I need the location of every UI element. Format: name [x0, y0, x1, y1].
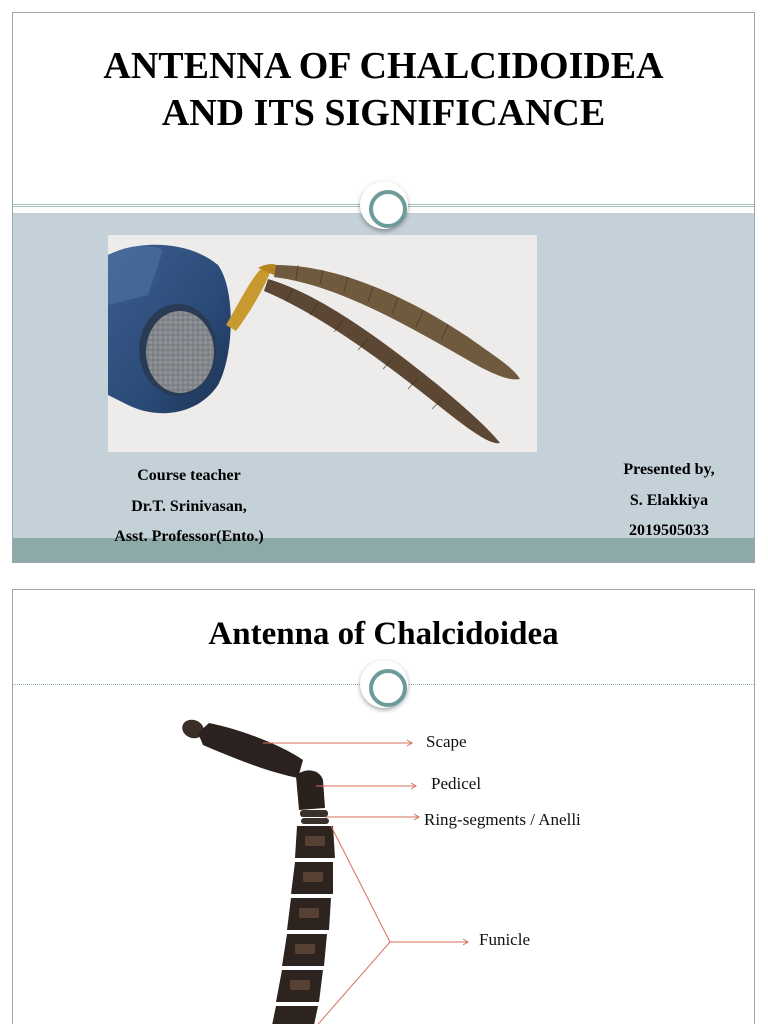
label-funicle: Funicle: [479, 930, 530, 949]
teacher-name: Dr.T. Srinivasan,: [131, 497, 247, 515]
ring-segment: [301, 818, 329, 824]
teacher-designation: Asst. Professor(Ento.): [114, 528, 264, 545]
antenna-slide: [12, 589, 755, 1024]
course-teacher-block: [73, 461, 305, 553]
wasp-head-photo: [108, 235, 537, 452]
label-scape: Scape: [426, 732, 467, 751]
divider-knob: [360, 181, 408, 229]
pedicel-segment: [296, 770, 325, 810]
funicle-segments: [271, 826, 335, 1024]
funicle-segment: [271, 1006, 318, 1024]
presenter-id: 2019505033: [629, 522, 709, 539]
slide-title: Antenna of Chalcidoidea: [208, 616, 559, 652]
presenter-name: S. Elakkiya: [629, 491, 709, 509]
scape-segment: [198, 723, 303, 778]
title-slide: [12, 12, 755, 563]
slide-title: ANTENNA OF CHALCIDOIDEA AND ITS SIGNIFICANCE: [103, 45, 664, 134]
label-pedicel: Pedicel: [431, 774, 482, 793]
antenna-diagram: [13, 590, 755, 1024]
presenter-heading: Presented by,: [623, 461, 715, 478]
label-ring-segments: Ring-segments / Anelli: [424, 810, 581, 829]
wasp-head-illustration: [108, 235, 537, 452]
presenter-block: [583, 455, 755, 547]
teacher-heading: Course teacher: [137, 467, 241, 484]
ring-segment: [300, 810, 328, 817]
